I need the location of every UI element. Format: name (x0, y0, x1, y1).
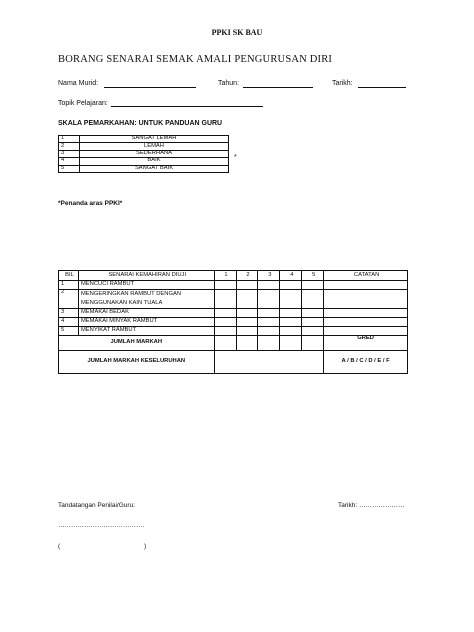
row-skill: MENYIKAT RAMBUT (78, 327, 214, 336)
header-skill: SENARAI KEMAHIRAN DIUJI (78, 271, 214, 281)
paren-close: ) (144, 543, 147, 550)
score-cell[interactable] (214, 281, 236, 290)
header-score-5: 5 (302, 271, 324, 281)
row-skill: MEMAKAI MINYAK RAMBUT (78, 318, 214, 327)
header-score-4: 4 (280, 271, 302, 281)
score-cell[interactable] (258, 309, 280, 318)
score-cell[interactable] (236, 327, 258, 336)
signature-label: Tandatangan Penilai/Guru: (58, 502, 135, 509)
jumlah-markah-label: JUMLAH MARKAH (59, 336, 215, 351)
score-cell[interactable] (280, 318, 302, 327)
score-cell[interactable] (236, 309, 258, 318)
header-catatan: CATATAN (324, 271, 408, 281)
score-cell[interactable] (280, 327, 302, 336)
row-bil: 1 (59, 281, 79, 290)
score-cell[interactable] (280, 281, 302, 290)
score-cell[interactable] (214, 309, 236, 318)
scale-title: SKALA PEMARKAHAN: UNTUK PANDUAN GURU (58, 120, 223, 127)
scale-asterisk: * (234, 154, 237, 161)
gred-label: GRED (324, 336, 408, 351)
catatan-cell[interactable] (324, 309, 408, 318)
score-cell[interactable] (280, 336, 302, 351)
scale-number: 5 (59, 165, 80, 172)
scale-table (58, 135, 229, 173)
header-bil: BIL (59, 271, 79, 281)
jumlah-keseluruhan-label: JUMLAH MARKAH KESELURUHAN (59, 351, 215, 374)
score-cell[interactable] (302, 281, 324, 290)
scale-label: LEMAH (80, 143, 229, 150)
header-score-1: 1 (214, 271, 236, 281)
jumlah-markah-row (59, 336, 408, 351)
scale-number: 2 (59, 143, 80, 150)
topik-label: Topik Pelajaran: (58, 100, 108, 107)
table-row (59, 281, 408, 290)
footer-tarikh: Tarikh: ………………… (338, 502, 405, 509)
scale-number: 1 (59, 136, 80, 143)
score-cell[interactable] (214, 318, 236, 327)
scale-label: SANGAT LEMAH (80, 136, 229, 143)
form-title: BORANG SENARAI SEMAK AMALI PENGURUSAN DIRI (58, 54, 333, 65)
score-cell[interactable] (302, 309, 324, 318)
row-skill: MEMAKAI BEDAK (78, 309, 214, 318)
catatan-cell[interactable] (324, 281, 408, 290)
score-cell[interactable] (214, 336, 236, 351)
table-row (59, 309, 408, 318)
catatan-cell[interactable] (324, 290, 408, 309)
score-cell[interactable] (258, 336, 280, 351)
score-cell[interactable] (214, 327, 236, 336)
gred-options: A / B / C / D / E / F (324, 351, 408, 374)
score-cell[interactable] (258, 327, 280, 336)
row-bil: 2 (59, 290, 79, 309)
nama-murid-label: Nama Murid: (58, 80, 99, 87)
school-header: PPKI SK BAU (211, 28, 263, 37)
scale-number: 4 (59, 158, 80, 165)
row-bil: 5 (59, 327, 79, 336)
row-skill-line1: MENGERINGKAN RAMBUT DENGAN (80, 291, 182, 297)
scale-label: SEDERHANA (80, 150, 229, 157)
scale-row (59, 136, 229, 143)
table-row (59, 290, 408, 309)
scale-label: SANGAT BAIK (80, 165, 229, 172)
tahun-field[interactable] (243, 87, 313, 88)
score-cell[interactable] (236, 290, 258, 309)
paren-open: ( (58, 543, 61, 550)
skills-table (58, 270, 408, 374)
row-bil: 3 (59, 309, 79, 318)
score-cell[interactable] (280, 290, 302, 309)
tahun-label: Tahun: (218, 80, 240, 87)
score-cell[interactable] (236, 318, 258, 327)
score-cell[interactable] (302, 336, 324, 351)
catatan-cell[interactable] (324, 318, 408, 327)
nama-murid-field[interactable] (104, 87, 196, 88)
header-score-2: 2 (236, 271, 258, 281)
score-cell[interactable] (258, 318, 280, 327)
header-score-3: 3 (258, 271, 280, 281)
score-cell[interactable] (214, 290, 236, 309)
score-cell[interactable] (258, 290, 280, 309)
score-cell[interactable] (302, 327, 324, 336)
tarikh-label: Tarikh: (332, 80, 353, 87)
score-cell[interactable] (258, 281, 280, 290)
tarikh-field[interactable] (358, 87, 406, 88)
score-cell[interactable] (236, 336, 258, 351)
table-row (59, 327, 408, 336)
score-cell[interactable] (302, 290, 324, 309)
table-header-row (59, 271, 408, 281)
jumlah-keseluruhan-cell[interactable] (214, 351, 324, 374)
scale-row (59, 150, 229, 157)
scale-row (59, 158, 229, 165)
score-cell[interactable] (236, 281, 258, 290)
signature-line: …………………………………. (58, 522, 145, 529)
table-row (59, 318, 408, 327)
row-skill-line2: MENGGUNAKAN KAIN TUALA (80, 300, 163, 306)
score-cell[interactable] (280, 309, 302, 318)
jumlah-keseluruhan-row (59, 351, 408, 374)
score-cell[interactable] (302, 318, 324, 327)
row-skill (78, 290, 214, 309)
scale-label: BAIK (80, 158, 229, 165)
scale-row (59, 165, 229, 172)
penanda-aras: *Penanda aras PPKI* (58, 200, 123, 207)
row-skill: MENCUCI RAMBUT (78, 281, 214, 290)
row-bil: 4 (59, 318, 79, 327)
topik-field[interactable] (111, 106, 263, 107)
scale-number: 3 (59, 150, 80, 157)
